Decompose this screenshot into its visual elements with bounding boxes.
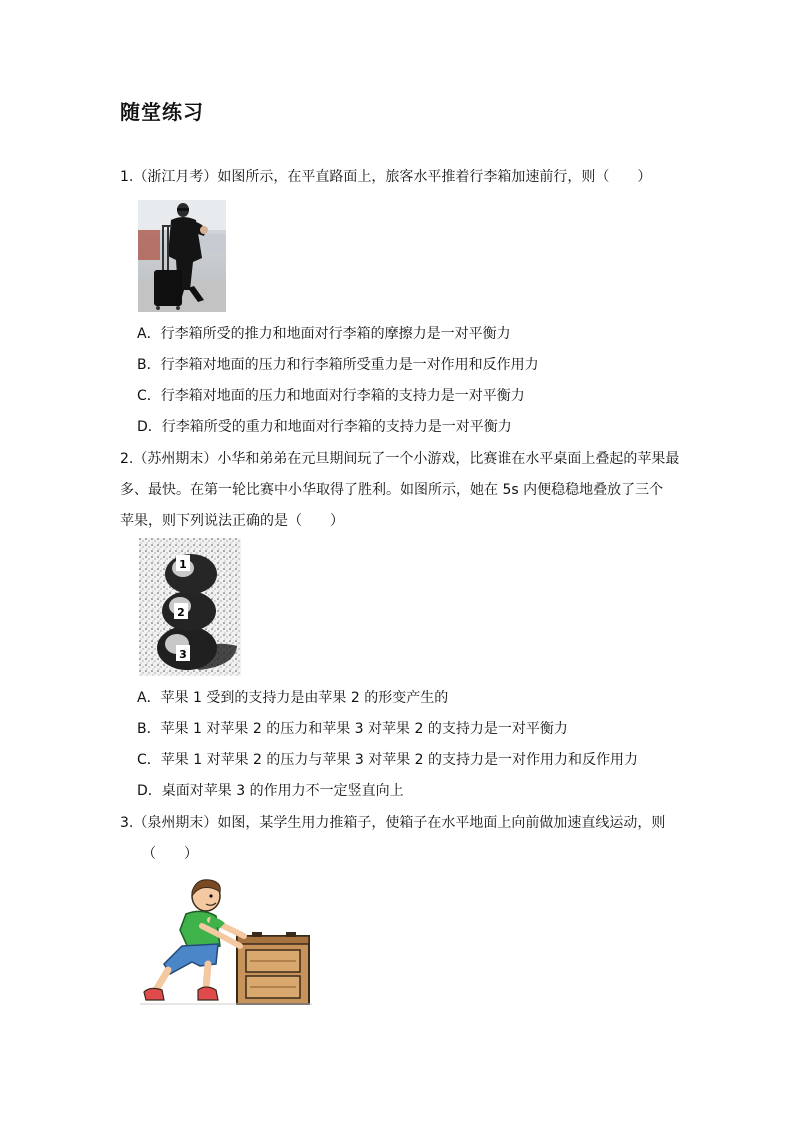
question-2-option-b: B．苹果 1 对苹果 2 的压力和苹果 3 对苹果 2 的支持力是一对平衡力 xyxy=(137,721,568,737)
traveler-luggage-image xyxy=(138,200,226,312)
question-2-option-d: D．桌面对苹果 3 的作用力不一定竖直向上 xyxy=(137,783,404,799)
question-1-stem: 1.（浙江月考）如图所示，在平直路面上，旅客水平推着行李箱加速前行，则（ ） xyxy=(120,169,652,185)
question-1-option-d: D．行李箱所受的重力和地面对行李箱的支持力是一对平衡力 xyxy=(137,419,512,435)
apple-label-3: 3 xyxy=(179,648,187,661)
question-2-option-c: C．苹果 1 对苹果 2 的压力与苹果 3 对苹果 2 的支持力是一对作用力和反作用力 xyxy=(137,752,639,768)
question-3-stem: 3.（泉州期末）如图，某学生用力推箱子，使箱子在水平地面上向前做加速直线运动，则 （ ） xyxy=(120,815,666,862)
question-2-option-a: A．苹果 1 受到的支持力是由苹果 2 的形变产生的 xyxy=(137,690,449,706)
page-title: 随堂练习 xyxy=(120,100,204,124)
student-pushing-box-image xyxy=(140,874,312,1008)
question-1-option-b: B．行李箱对地面的压力和行李箱所受重力是一对作用和反作用力 xyxy=(137,357,539,373)
question-1-option-c: C．行李箱对地面的压力和地面对行李箱的支持力是一对平衡力 xyxy=(137,388,525,404)
apple-label-1: 1 xyxy=(179,558,187,571)
question-1-option-a: A．行李箱所受的推力和地面对行李箱的摩擦力是一对平衡力 xyxy=(137,326,511,342)
question-2-stem: 2.（苏州期末）小华和弟弟在元旦期间玩了一个小游戏，比赛谁在水平桌面上叠起的苹果最 多、最快。在第一轮比赛中小华取得了胜利。如图所示，她在 5s 内便稳稳地叠放了三个 苹果，则下列说法正确的是（ ） xyxy=(120,451,680,529)
apple-label-2: 2 xyxy=(177,606,185,619)
stacked-apples-image xyxy=(139,538,241,676)
